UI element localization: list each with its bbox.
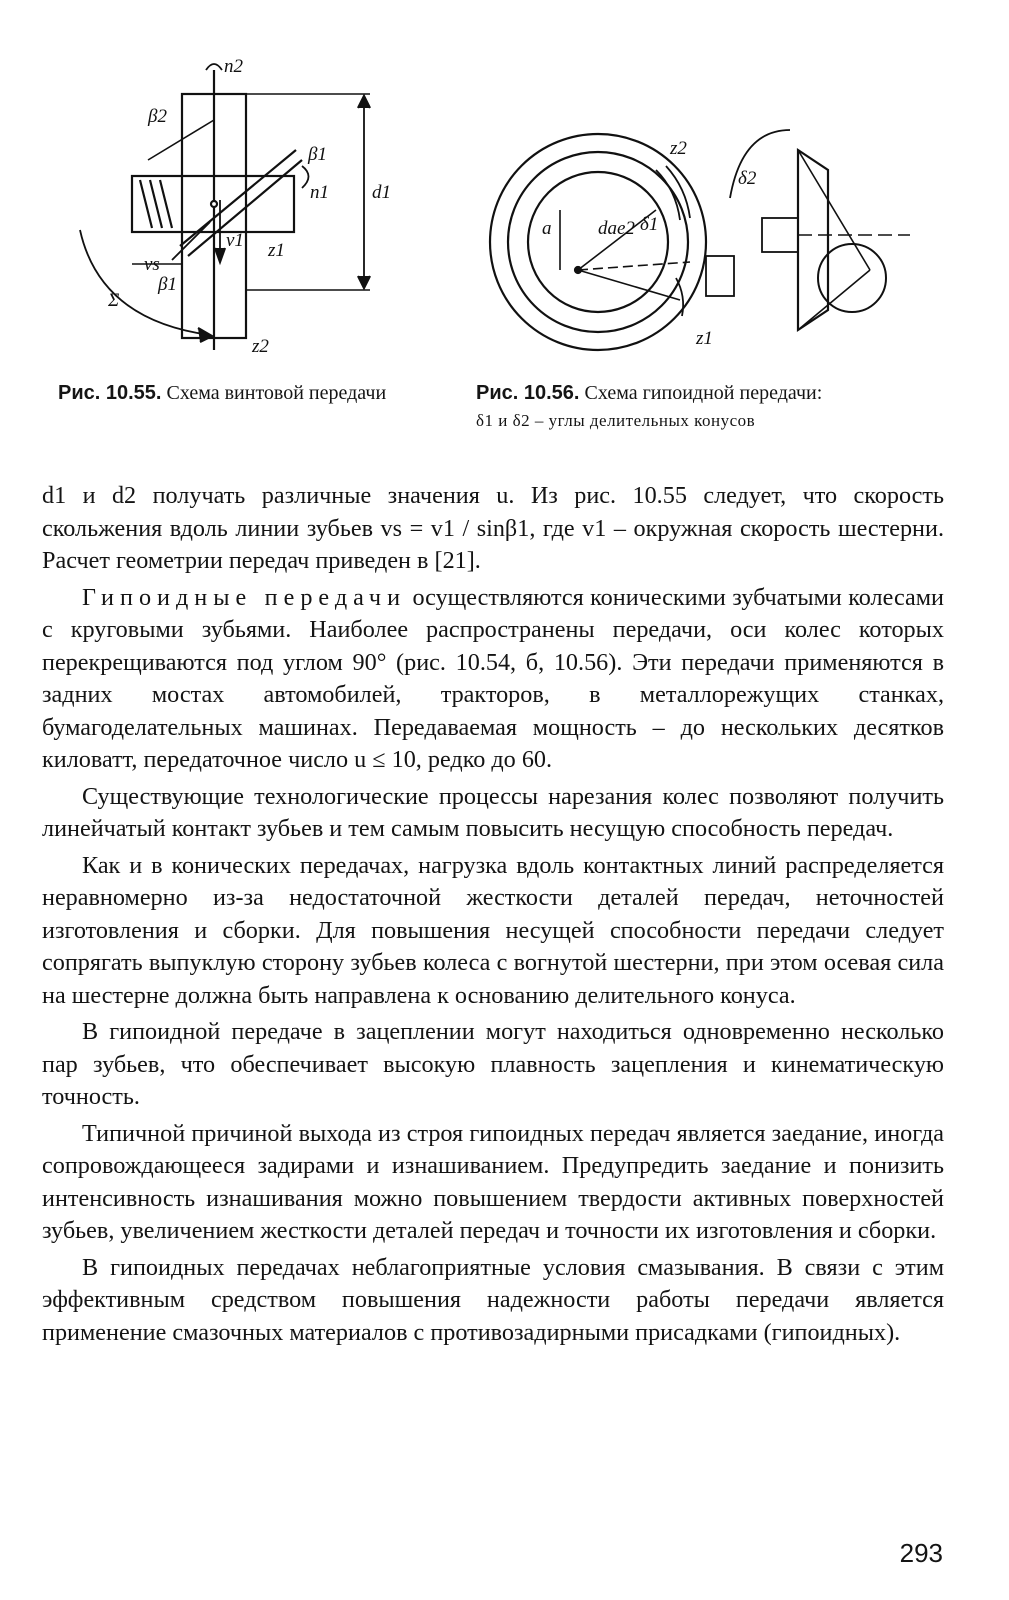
caption-fig-10-55 [58,380,398,407]
label-a: a [542,218,552,239]
paragraph-text: В гипоидной передаче в зацеплении могут находиться одновременно несколько пар зубьев, что обеспечивает высокую плавность зацепления и кинематическую точность. [42,1018,944,1110]
caption-number: Рис. 10.55. [58,382,162,404]
figure-10-55 [40,50,400,360]
hypoid-gear-diagram [480,110,920,360]
label-beta2: β2 [148,106,167,127]
paragraph-1 [42,480,944,578]
paragraph-text: d1 и d2 получать различные значения u. Из рис. 10.55 следует, что скорость скольжения вдоль линии зубьев vs = v1 / sinβ1, где v1 – окружная скорость шестерни. Расчет геометрии передач приведен в [21]. [42,482,944,574]
caption-fig-10-56 [476,380,956,434]
paragraph-text: Существующие технологические процессы нарезания колес позволяют получить линейчатый контакт зубьев и тем самым повысить несущую способность передач. [42,782,944,842]
paragraph-4 [42,850,944,1013]
label-z1: z1 [268,240,285,261]
caption-text-line2: δ1 и δ2 – углы делительных конусов [476,411,756,430]
body-text [42,480,944,1353]
label-dae2: dae2 [598,218,635,239]
paragraph-text: Типичной причиной выхода из строя гипоидных передач является заедание, иногда сопровождающееся задирами и изнашиванием. Предупредить заедание и понизить интенсивность изнашивания можно повышением твердости активных поверхностей зубьев, увеличением жесткости деталей передач и точности их изготовления и сборки. [42,1119,944,1244]
caption-number: Рис. 10.56. [476,382,580,404]
label-z2: z2 [670,138,687,159]
label-d1: d1 [372,182,391,203]
label-sigma: Σ [108,290,120,311]
paragraph-5 [42,1016,944,1114]
paragraph-7 [42,1252,944,1350]
caption-text: Схема винтовой передачи [166,382,387,404]
page-number: 293 [899,1538,943,1568]
paragraph-6 [42,1118,944,1248]
caption-text: Схема гипоидной передачи: [584,382,823,404]
label-beta1-bottom: β1 [158,274,177,295]
label-delta2: δ2 [738,168,757,189]
label-beta1-top: β1 [308,144,327,165]
paragraph-text: Как и в конических передачах, нагрузка вдоль контактных линий распределяется неравномерно из-за недостаточной жесткости деталей передач, неточностей изготовления и сборки. Для повышения несущей способности передачи следует сопрягать выпуклую сторону зубьев колеса с вогнутой шестерни, при этом осевая сила на шестерне должна быть направлена к основанию делительного конуса. [42,851,944,1009]
label-vs: vs [144,254,160,275]
label-z2: z2 [252,336,269,357]
label-n1: n1 [310,182,329,203]
figure-10-56 [480,110,920,360]
paragraph-spaced-term: Гипоидные передачи [82,583,407,611]
label-delta1: δ1 [640,214,659,235]
label-v1: v1 [226,230,244,251]
screw-gear-diagram [40,50,400,360]
paragraph-text: В гипоидных передачах неблагоприятные условия смазывания. В связи с этим эффективным средством повышения надежности работы передачи является применение смазочных материалов с противозадирными присадками (гипоидных). [42,1253,944,1346]
label-n2: n2 [224,56,243,77]
paragraph-3 [42,781,944,846]
label-z1: z1 [696,328,713,349]
paragraph-2 [42,582,944,777]
paragraph-text: осуществляются коническими зубчатыми колесами с круговыми зубьями. Наиболее распространены передачи, оси колес которых перекрещиваются под углом 90° (рис. 10.54, б, 10.56). Эти передачи применяются в задних мостах автомобилей, тракторов, в металлорежущих станках, бумагоделательных машинах. Передаваемая мощность – до нескольких десятков киловатт, передаточное число u ≤ 10, редко до 60. [42,583,944,773]
